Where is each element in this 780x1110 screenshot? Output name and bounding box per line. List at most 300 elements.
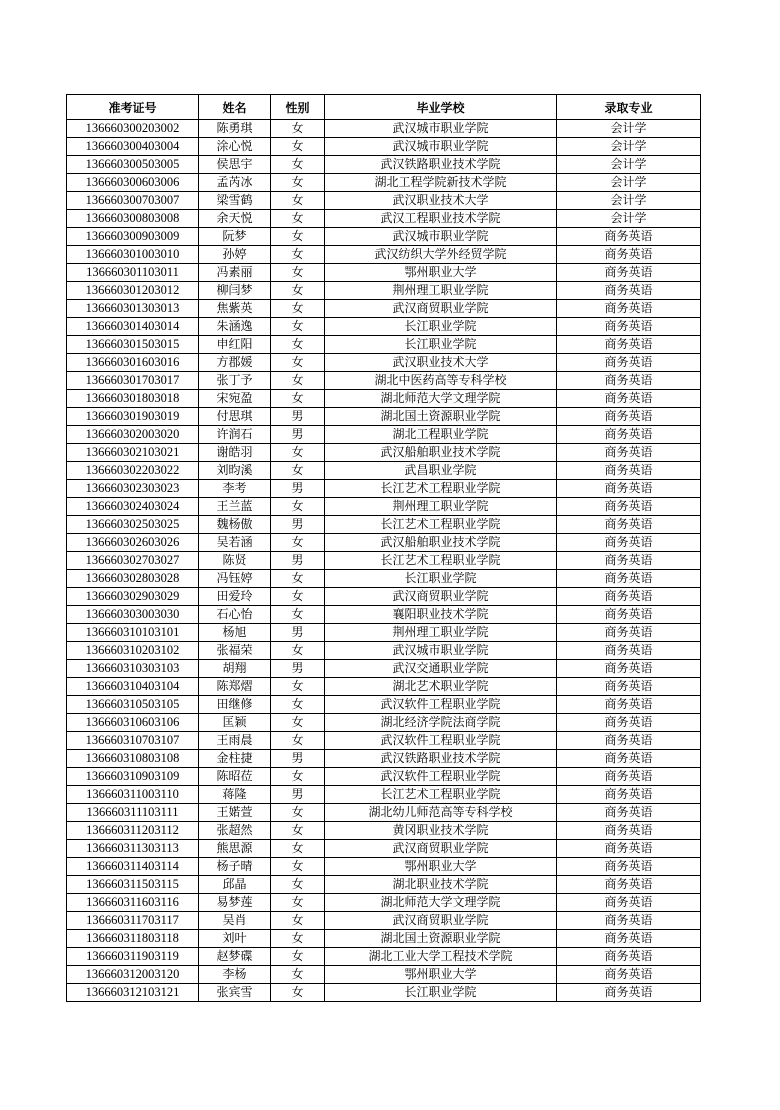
school-cell: 湖北国土资源职业学院 bbox=[325, 930, 557, 948]
name-cell: 张丁予 bbox=[199, 372, 271, 390]
exam-id-cell: 136660301203012 bbox=[67, 282, 199, 300]
exam-id-cell: 136660301003010 bbox=[67, 246, 199, 264]
major-cell: 商务英语 bbox=[557, 624, 701, 642]
gender-cell: 女 bbox=[271, 192, 325, 210]
school-cell: 武汉职业技术大学 bbox=[325, 354, 557, 372]
gender-cell: 男 bbox=[271, 660, 325, 678]
gender-cell: 女 bbox=[271, 876, 325, 894]
table-row bbox=[67, 894, 701, 912]
name-cell: 谢皓羽 bbox=[199, 444, 271, 462]
name-cell: 杨旭 bbox=[199, 624, 271, 642]
table-row bbox=[67, 966, 701, 984]
header-school: 毕业学校 bbox=[325, 95, 557, 120]
name-cell: 吴若涵 bbox=[199, 534, 271, 552]
school-cell: 襄阳职业技术学院 bbox=[325, 606, 557, 624]
gender-cell: 男 bbox=[271, 516, 325, 534]
major-cell: 商务英语 bbox=[557, 390, 701, 408]
school-cell: 长江职业学院 bbox=[325, 336, 557, 354]
school-cell: 湖北国土资源职业学院 bbox=[325, 408, 557, 426]
gender-cell: 女 bbox=[271, 822, 325, 840]
school-cell: 武汉船舶职业技术学院 bbox=[325, 444, 557, 462]
name-cell: 朱涵逸 bbox=[199, 318, 271, 336]
school-cell: 鄂州职业大学 bbox=[325, 858, 557, 876]
table-row bbox=[67, 750, 701, 768]
school-cell: 长江艺术工程职业学院 bbox=[325, 552, 557, 570]
major-cell: 商务英语 bbox=[557, 534, 701, 552]
gender-cell: 男 bbox=[271, 786, 325, 804]
major-cell: 会计学 bbox=[557, 192, 701, 210]
name-cell: 付思琪 bbox=[199, 408, 271, 426]
table-row bbox=[67, 642, 701, 660]
header-name: 姓名 bbox=[199, 95, 271, 120]
major-cell: 商务英语 bbox=[557, 462, 701, 480]
header-exam-id: 准考证号 bbox=[67, 95, 199, 120]
name-cell: 涂心悦 bbox=[199, 138, 271, 156]
table-row bbox=[67, 498, 701, 516]
table-row bbox=[67, 192, 701, 210]
school-cell: 武汉商贸职业学院 bbox=[325, 588, 557, 606]
school-cell: 湖北经济学院法商学院 bbox=[325, 714, 557, 732]
school-cell: 鄂州职业大学 bbox=[325, 966, 557, 984]
gender-cell: 女 bbox=[271, 714, 325, 732]
gender-cell: 女 bbox=[271, 264, 325, 282]
name-cell: 田爱玲 bbox=[199, 588, 271, 606]
exam-id-cell: 136660300803008 bbox=[67, 210, 199, 228]
major-cell: 商务英语 bbox=[557, 696, 701, 714]
table-row bbox=[67, 390, 701, 408]
gender-cell: 女 bbox=[271, 930, 325, 948]
exam-id-cell: 136660302503025 bbox=[67, 516, 199, 534]
name-cell: 张福荣 bbox=[199, 642, 271, 660]
major-cell: 商务英语 bbox=[557, 912, 701, 930]
table-row bbox=[67, 786, 701, 804]
school-cell: 武汉软件工程职业学院 bbox=[325, 732, 557, 750]
exam-id-cell: 136660310903109 bbox=[67, 768, 199, 786]
gender-cell: 女 bbox=[271, 336, 325, 354]
table-row bbox=[67, 246, 701, 264]
major-cell: 商务英语 bbox=[557, 894, 701, 912]
name-cell: 陈昭莅 bbox=[199, 768, 271, 786]
exam-id-cell: 136660301703017 bbox=[67, 372, 199, 390]
school-cell: 湖北中医药高等专科学校 bbox=[325, 372, 557, 390]
name-cell: 吴肖 bbox=[199, 912, 271, 930]
table-row bbox=[67, 120, 701, 138]
major-cell: 商务英语 bbox=[557, 264, 701, 282]
name-cell: 阮梦 bbox=[199, 228, 271, 246]
exam-id-cell: 136660302803028 bbox=[67, 570, 199, 588]
table-row bbox=[67, 174, 701, 192]
major-cell: 商务英语 bbox=[557, 804, 701, 822]
gender-cell: 女 bbox=[271, 444, 325, 462]
name-cell: 王兰蓝 bbox=[199, 498, 271, 516]
table-row bbox=[67, 156, 701, 174]
exam-id-cell: 136660310803108 bbox=[67, 750, 199, 768]
exam-id-cell: 136660312103121 bbox=[67, 984, 199, 1002]
gender-cell: 女 bbox=[271, 534, 325, 552]
gender-cell: 男 bbox=[271, 552, 325, 570]
school-cell: 黄冈职业技术学院 bbox=[325, 822, 557, 840]
major-cell: 商务英语 bbox=[557, 228, 701, 246]
school-cell: 武汉铁路职业技术学院 bbox=[325, 750, 557, 768]
table-row bbox=[67, 768, 701, 786]
table-body bbox=[67, 120, 701, 1002]
table-row bbox=[67, 408, 701, 426]
exam-id-cell: 136660302403024 bbox=[67, 498, 199, 516]
table-row bbox=[67, 264, 701, 282]
major-cell: 商务英语 bbox=[557, 876, 701, 894]
table-row bbox=[67, 570, 701, 588]
school-cell: 湖北师范大学文理学院 bbox=[325, 894, 557, 912]
name-cell: 侯思宇 bbox=[199, 156, 271, 174]
name-cell: 陈贤 bbox=[199, 552, 271, 570]
gender-cell: 女 bbox=[271, 210, 325, 228]
gender-cell: 女 bbox=[271, 768, 325, 786]
table-row bbox=[67, 210, 701, 228]
exam-id-cell: 136660301103011 bbox=[67, 264, 199, 282]
major-cell: 商务英语 bbox=[557, 642, 701, 660]
table-row bbox=[67, 624, 701, 642]
table-row bbox=[67, 228, 701, 246]
exam-id-cell: 136660310703107 bbox=[67, 732, 199, 750]
school-cell: 湖北工程职业学院 bbox=[325, 426, 557, 444]
school-cell: 荆州理工职业学院 bbox=[325, 624, 557, 642]
table-row bbox=[67, 354, 701, 372]
school-cell: 武汉纺织大学外经贸学院 bbox=[325, 246, 557, 264]
gender-cell: 女 bbox=[271, 372, 325, 390]
exam-id-cell: 136660310503105 bbox=[67, 696, 199, 714]
exam-id-cell: 136660302703027 bbox=[67, 552, 199, 570]
name-cell: 金柱捷 bbox=[199, 750, 271, 768]
exam-id-cell: 136660301403014 bbox=[67, 318, 199, 336]
gender-cell: 女 bbox=[271, 282, 325, 300]
major-cell: 商务英语 bbox=[557, 660, 701, 678]
name-cell: 王雨晨 bbox=[199, 732, 271, 750]
exam-id-cell: 136660302003020 bbox=[67, 426, 199, 444]
major-cell: 商务英语 bbox=[557, 282, 701, 300]
name-cell: 方郡媛 bbox=[199, 354, 271, 372]
name-cell: 宋宛盈 bbox=[199, 390, 271, 408]
name-cell: 李杨 bbox=[199, 966, 271, 984]
school-cell: 武汉商贸职业学院 bbox=[325, 300, 557, 318]
school-cell: 武汉商贸职业学院 bbox=[325, 912, 557, 930]
major-cell: 会计学 bbox=[557, 174, 701, 192]
table-header bbox=[67, 95, 701, 120]
exam-id-cell: 136660311103111 bbox=[67, 804, 199, 822]
gender-cell: 女 bbox=[271, 858, 325, 876]
gender-cell: 男 bbox=[271, 624, 325, 642]
name-cell: 冯钰婷 bbox=[199, 570, 271, 588]
table-row bbox=[67, 282, 701, 300]
major-cell: 会计学 bbox=[557, 120, 701, 138]
table-row bbox=[67, 516, 701, 534]
table-row bbox=[67, 480, 701, 498]
table-row bbox=[67, 372, 701, 390]
name-cell: 石心怡 bbox=[199, 606, 271, 624]
exam-id-cell: 136660302603026 bbox=[67, 534, 199, 552]
name-cell: 匡颖 bbox=[199, 714, 271, 732]
major-cell: 商务英语 bbox=[557, 444, 701, 462]
major-cell: 商务英语 bbox=[557, 786, 701, 804]
gender-cell: 女 bbox=[271, 498, 325, 516]
name-cell: 魏杨傲 bbox=[199, 516, 271, 534]
name-cell: 蒋隆 bbox=[199, 786, 271, 804]
school-cell: 鄂州职业大学 bbox=[325, 264, 557, 282]
table-row bbox=[67, 984, 701, 1002]
name-cell: 许润石 bbox=[199, 426, 271, 444]
gender-cell: 女 bbox=[271, 354, 325, 372]
gender-cell: 女 bbox=[271, 966, 325, 984]
school-cell: 湖北工程学院新技术学院 bbox=[325, 174, 557, 192]
table-row bbox=[67, 822, 701, 840]
name-cell: 刘叶 bbox=[199, 930, 271, 948]
major-cell: 商务英语 bbox=[557, 336, 701, 354]
table-row bbox=[67, 678, 701, 696]
name-cell: 孙婷 bbox=[199, 246, 271, 264]
school-cell: 武汉软件工程职业学院 bbox=[325, 768, 557, 786]
table-row bbox=[67, 930, 701, 948]
gender-cell: 女 bbox=[271, 948, 325, 966]
major-cell: 商务英语 bbox=[557, 732, 701, 750]
name-cell: 赵梦碟 bbox=[199, 948, 271, 966]
exam-id-cell: 136660303003030 bbox=[67, 606, 199, 624]
major-cell: 商务英语 bbox=[557, 498, 701, 516]
school-cell: 武汉工程职业技术学院 bbox=[325, 210, 557, 228]
name-cell: 易梦莲 bbox=[199, 894, 271, 912]
gender-cell: 女 bbox=[271, 804, 325, 822]
major-cell: 商务英语 bbox=[557, 768, 701, 786]
gender-cell: 女 bbox=[271, 696, 325, 714]
name-cell: 田继修 bbox=[199, 696, 271, 714]
major-cell: 商务英语 bbox=[557, 606, 701, 624]
name-cell: 陈郑熠 bbox=[199, 678, 271, 696]
school-cell: 荆州理工职业学院 bbox=[325, 498, 557, 516]
gender-cell: 女 bbox=[271, 156, 325, 174]
major-cell: 商务英语 bbox=[557, 300, 701, 318]
school-cell: 武汉船舶职业技术学院 bbox=[325, 534, 557, 552]
gender-cell: 女 bbox=[271, 462, 325, 480]
table-row bbox=[67, 714, 701, 732]
school-cell: 长江艺术工程职业学院 bbox=[325, 786, 557, 804]
school-cell: 武汉商贸职业学院 bbox=[325, 840, 557, 858]
exam-id-cell: 136660301903019 bbox=[67, 408, 199, 426]
exam-id-cell: 136660311703117 bbox=[67, 912, 199, 930]
name-cell: 熊思源 bbox=[199, 840, 271, 858]
major-cell: 商务英语 bbox=[557, 588, 701, 606]
exam-id-cell: 136660310603106 bbox=[67, 714, 199, 732]
exam-id-cell: 136660301303013 bbox=[67, 300, 199, 318]
major-cell: 商务英语 bbox=[557, 966, 701, 984]
exam-id-cell: 136660310303103 bbox=[67, 660, 199, 678]
table-row bbox=[67, 840, 701, 858]
school-cell: 武汉交通职业学院 bbox=[325, 660, 557, 678]
table-row bbox=[67, 552, 701, 570]
name-cell: 柳闫梦 bbox=[199, 282, 271, 300]
school-cell: 长江职业学院 bbox=[325, 984, 557, 1002]
exam-id-cell: 136660302303023 bbox=[67, 480, 199, 498]
major-cell: 商务英语 bbox=[557, 948, 701, 966]
gender-cell: 女 bbox=[271, 588, 325, 606]
major-cell: 商务英语 bbox=[557, 570, 701, 588]
table-row bbox=[67, 804, 701, 822]
major-cell: 商务英语 bbox=[557, 318, 701, 336]
name-cell: 张超然 bbox=[199, 822, 271, 840]
exam-id-cell: 136660312003120 bbox=[67, 966, 199, 984]
gender-cell: 男 bbox=[271, 426, 325, 444]
exam-id-cell: 136660310103101 bbox=[67, 624, 199, 642]
major-cell: 商务英语 bbox=[557, 822, 701, 840]
name-cell: 邱晶 bbox=[199, 876, 271, 894]
exam-id-cell: 136660311803118 bbox=[67, 930, 199, 948]
gender-cell: 女 bbox=[271, 138, 325, 156]
major-cell: 商务英语 bbox=[557, 984, 701, 1002]
exam-id-cell: 136660310203102 bbox=[67, 642, 199, 660]
table-row bbox=[67, 300, 701, 318]
header-major: 录取专业 bbox=[557, 95, 701, 120]
gender-cell: 男 bbox=[271, 750, 325, 768]
exam-id-cell: 136660302903029 bbox=[67, 588, 199, 606]
major-cell: 商务英语 bbox=[557, 372, 701, 390]
gender-cell: 女 bbox=[271, 642, 325, 660]
admission-table bbox=[66, 94, 701, 1002]
table-row bbox=[67, 318, 701, 336]
exam-id-cell: 136660311503115 bbox=[67, 876, 199, 894]
school-cell: 湖北师范大学文理学院 bbox=[325, 390, 557, 408]
name-cell: 胡翔 bbox=[199, 660, 271, 678]
name-cell: 陈勇琪 bbox=[199, 120, 271, 138]
table-row bbox=[67, 732, 701, 750]
school-cell: 武昌职业学院 bbox=[325, 462, 557, 480]
gender-cell: 女 bbox=[271, 120, 325, 138]
table-row bbox=[67, 948, 701, 966]
school-cell: 荆州理工职业学院 bbox=[325, 282, 557, 300]
table-row bbox=[67, 138, 701, 156]
header-gender: 性别 bbox=[271, 95, 325, 120]
exam-id-cell: 136660300203002 bbox=[67, 120, 199, 138]
gender-cell: 女 bbox=[271, 678, 325, 696]
school-cell: 长江职业学院 bbox=[325, 570, 557, 588]
table-row bbox=[67, 912, 701, 930]
table-row bbox=[67, 696, 701, 714]
exam-id-cell: 136660311903119 bbox=[67, 948, 199, 966]
gender-cell: 女 bbox=[271, 228, 325, 246]
exam-id-cell: 136660311403114 bbox=[67, 858, 199, 876]
school-cell: 武汉城市职业学院 bbox=[325, 228, 557, 246]
table-row bbox=[67, 588, 701, 606]
table-row bbox=[67, 606, 701, 624]
gender-cell: 女 bbox=[271, 318, 325, 336]
header-row bbox=[67, 95, 701, 120]
exam-id-cell: 136660300703007 bbox=[67, 192, 199, 210]
gender-cell: 女 bbox=[271, 732, 325, 750]
school-cell: 长江职业学院 bbox=[325, 318, 557, 336]
gender-cell: 女 bbox=[271, 606, 325, 624]
gender-cell: 女 bbox=[271, 984, 325, 1002]
school-cell: 湖北职业技术学院 bbox=[325, 876, 557, 894]
school-cell: 长江艺术工程职业学院 bbox=[325, 516, 557, 534]
table-row bbox=[67, 426, 701, 444]
major-cell: 商务英语 bbox=[557, 840, 701, 858]
exam-id-cell: 136660300903009 bbox=[67, 228, 199, 246]
major-cell: 商务英语 bbox=[557, 426, 701, 444]
gender-cell: 女 bbox=[271, 894, 325, 912]
exam-id-cell: 136660311303113 bbox=[67, 840, 199, 858]
name-cell: 梁雪鹤 bbox=[199, 192, 271, 210]
major-cell: 商务英语 bbox=[557, 354, 701, 372]
table-row bbox=[67, 660, 701, 678]
major-cell: 会计学 bbox=[557, 138, 701, 156]
school-cell: 武汉城市职业学院 bbox=[325, 642, 557, 660]
major-cell: 商务英语 bbox=[557, 516, 701, 534]
exam-id-cell: 136660311003110 bbox=[67, 786, 199, 804]
gender-cell: 女 bbox=[271, 246, 325, 264]
exam-id-cell: 136660302103021 bbox=[67, 444, 199, 462]
exam-id-cell: 136660310403104 bbox=[67, 678, 199, 696]
major-cell: 商务英语 bbox=[557, 678, 701, 696]
name-cell: 李考 bbox=[199, 480, 271, 498]
school-cell: 武汉职业技术大学 bbox=[325, 192, 557, 210]
gender-cell: 女 bbox=[271, 570, 325, 588]
major-cell: 商务英语 bbox=[557, 246, 701, 264]
school-cell: 长江艺术工程职业学院 bbox=[325, 480, 557, 498]
major-cell: 商务英语 bbox=[557, 408, 701, 426]
exam-id-cell: 136660301503015 bbox=[67, 336, 199, 354]
school-cell: 武汉软件工程职业学院 bbox=[325, 696, 557, 714]
gender-cell: 女 bbox=[271, 174, 325, 192]
table-row bbox=[67, 444, 701, 462]
name-cell: 申红阳 bbox=[199, 336, 271, 354]
major-cell: 商务英语 bbox=[557, 480, 701, 498]
name-cell: 张宾雪 bbox=[199, 984, 271, 1002]
table-row bbox=[67, 336, 701, 354]
major-cell: 会计学 bbox=[557, 210, 701, 228]
name-cell: 冯素丽 bbox=[199, 264, 271, 282]
gender-cell: 女 bbox=[271, 840, 325, 858]
exam-id-cell: 136660301803018 bbox=[67, 390, 199, 408]
gender-cell: 女 bbox=[271, 912, 325, 930]
school-cell: 武汉城市职业学院 bbox=[325, 120, 557, 138]
major-cell: 商务英语 bbox=[557, 750, 701, 768]
gender-cell: 女 bbox=[271, 390, 325, 408]
name-cell: 刘昀溪 bbox=[199, 462, 271, 480]
school-cell: 武汉铁路职业技术学院 bbox=[325, 156, 557, 174]
name-cell: 孟芮冰 bbox=[199, 174, 271, 192]
exam-id-cell: 136660302203022 bbox=[67, 462, 199, 480]
major-cell: 商务英语 bbox=[557, 552, 701, 570]
gender-cell: 男 bbox=[271, 480, 325, 498]
exam-id-cell: 136660311203112 bbox=[67, 822, 199, 840]
name-cell: 王婼萱 bbox=[199, 804, 271, 822]
major-cell: 商务英语 bbox=[557, 714, 701, 732]
name-cell: 焦紫英 bbox=[199, 300, 271, 318]
name-cell: 余天悦 bbox=[199, 210, 271, 228]
table-row bbox=[67, 858, 701, 876]
exam-id-cell: 136660300503005 bbox=[67, 156, 199, 174]
table-row bbox=[67, 876, 701, 894]
exam-id-cell: 136660300403004 bbox=[67, 138, 199, 156]
major-cell: 商务英语 bbox=[557, 930, 701, 948]
exam-id-cell: 136660301603016 bbox=[67, 354, 199, 372]
exam-id-cell: 136660311603116 bbox=[67, 894, 199, 912]
major-cell: 商务英语 bbox=[557, 858, 701, 876]
school-cell: 湖北幼儿师范高等专科学校 bbox=[325, 804, 557, 822]
table-row bbox=[67, 462, 701, 480]
name-cell: 杨子晴 bbox=[199, 858, 271, 876]
gender-cell: 女 bbox=[271, 300, 325, 318]
exam-id-cell: 136660300603006 bbox=[67, 174, 199, 192]
school-cell: 武汉城市职业学院 bbox=[325, 138, 557, 156]
table-row bbox=[67, 534, 701, 552]
school-cell: 湖北艺术职业学院 bbox=[325, 678, 557, 696]
